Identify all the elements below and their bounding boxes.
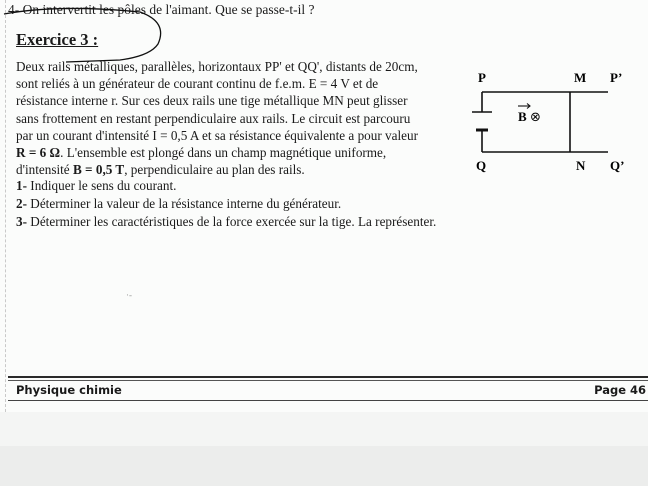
question-1: 1- Indiquer le sens du courant. <box>16 178 177 193</box>
statement-line: par un courant d'intensité I = 0,5 A et sa résistance équivalente a pour valeur <box>16 127 419 143</box>
statement-line: sans frottement en restant perpendiculaire aux rails. Le circuit est parcouru <box>16 110 411 126</box>
label-M: M <box>574 70 587 85</box>
label-N: N <box>576 158 586 173</box>
exercise-title: Exercice 3 : <box>16 30 99 49</box>
label-Q: Q <box>476 158 487 173</box>
statement-line: R = 6 Ω. L'ensemble est plongé dans un champ magnétique uniforme, <box>16 145 387 161</box>
resistance-value: R = 6 Ω <box>16 145 61 161</box>
footer-divider <box>8 400 648 401</box>
footer-divider <box>8 380 648 381</box>
stray-mark: ·‑ <box>126 290 132 300</box>
field-label: B <box>518 109 527 124</box>
footer-subject: Physique chimie <box>16 383 122 397</box>
footer-divider <box>8 376 648 378</box>
background-surface <box>0 446 648 486</box>
question-2: 2- Déterminer la valeur de la résistance interne du générateur. <box>16 196 342 211</box>
field-into-page-icon: ⊗ <box>530 110 541 125</box>
statement-line: d'intensité B = 0,5 T, perpendiculaire au plan des rails. <box>16 162 305 178</box>
exercise-statement <box>16 58 458 178</box>
question-3: 3- Déterminer les caractéristiques de la force exercée sur la tige. La représenter. <box>16 214 437 229</box>
field-value: B = 0,5 T <box>72 162 125 178</box>
statement-line: Deux rails métalliques, parallèles, horizontaux PP' et QQ', distants de 20cm, <box>16 59 418 74</box>
previous-question: 4- On intervertit les pôles de l'aimant. Que se passe-t-il ? <box>8 2 315 17</box>
label-Q-prime: Q’ <box>610 158 625 173</box>
label-P: P <box>478 70 486 85</box>
statement-line: résistance interne r. Sur ces deux rails une tige métallique MN peut glisser <box>16 93 408 109</box>
circuit-diagram <box>470 66 648 186</box>
label-P-prime: P’ <box>610 70 623 85</box>
statement-line: sont reliés à un générateur de courant continu de f.e.m. E = 4 V et de <box>16 76 379 92</box>
footer-page-number: Page 46 <box>594 383 646 397</box>
